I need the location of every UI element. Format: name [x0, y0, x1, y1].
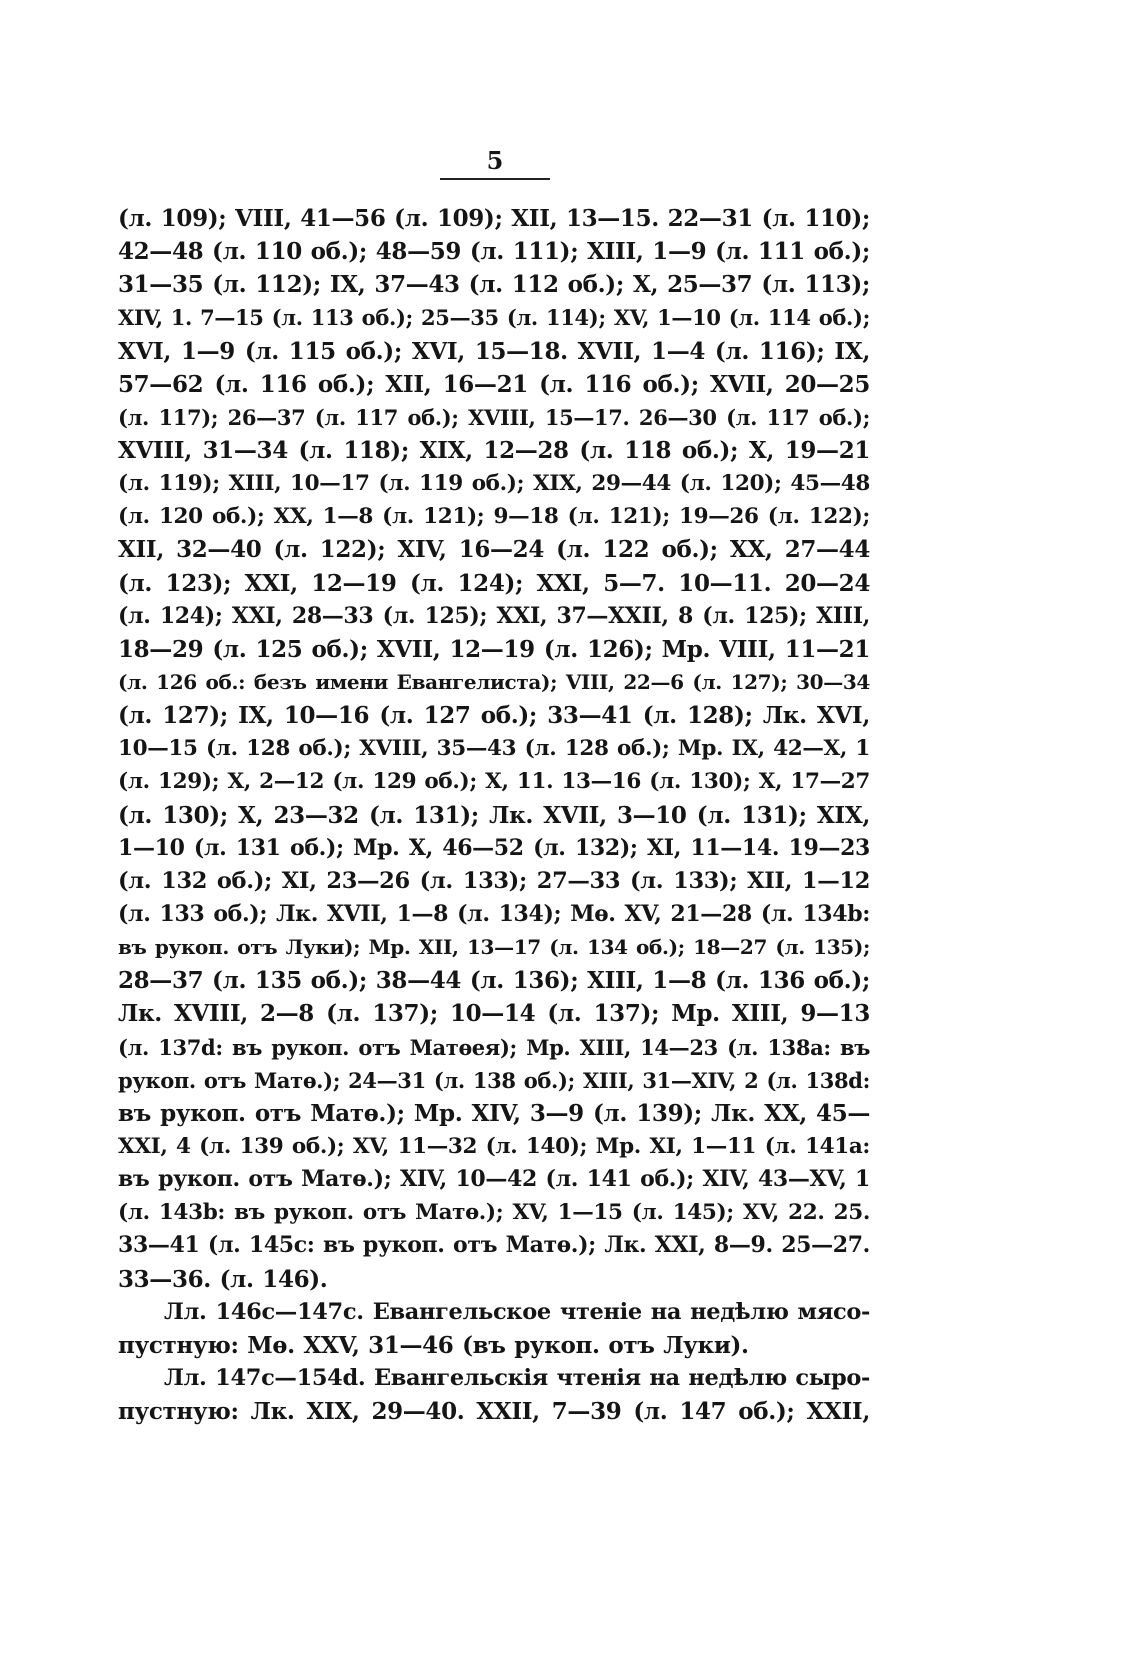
- page-number: 5: [486, 146, 504, 175]
- text-line: (л. 123); XXI, 12—19 (л. 124); XXI, 5—7. 10—11. 20—24: [118, 569, 870, 597]
- text-line: XII, 32—40 (л. 122); XIV, 16—24 (л. 122 об.); XX, 27—44: [118, 536, 870, 564]
- text-line: 10—15 (л. 128 об.); XVIII, 35—43 (л. 128 об.); Мр. IX, 42—X, 1: [118, 736, 870, 762]
- page-number-rule: [440, 178, 550, 180]
- text-line: 18—29 (л. 125 об.); XVII, 12—19 (л. 126); Мр. VIII, 11—21: [118, 635, 870, 663]
- text-line: (л. 130); X, 23—32 (л. 131); Лк. XVII, 3—10 (л. 131); XIX,: [118, 801, 870, 829]
- text-line: въ рукоп. отъ Луки); Мр. XII, 13—17 (л. 134 об.); 18—27 (л. 135);: [118, 935, 870, 960]
- text-line: (л. 127); IX, 10—16 (л. 127 об.); 33—41 (л. 128); Лк. XVI,: [118, 702, 870, 730]
- text-line: 33—41 (л. 145с: въ рукоп. отъ Матѳ.); Лк. XXI, 8—9. 25—27.: [118, 1232, 870, 1259]
- text-line: XVIII, 31—34 (л. 118); XIX, 12—28 (л. 118 об.); X, 19—21: [118, 436, 870, 464]
- text-line: Лк. XVIII, 2—8 (л. 137); 10—14 (л. 137); Мр. XIII, 9—13: [118, 1000, 870, 1028]
- text-line: 33—36. (л. 146).: [118, 1265, 328, 1293]
- text-line: въ рукоп. отъ Матѳ.); XIV, 10—42 (л. 141 об.); XIV, 43—XV, 1: [118, 1166, 870, 1193]
- text-line: 31—35 (л. 112); IX, 37—43 (л. 112 об.); X, 25—37 (л. 113);: [118, 271, 870, 299]
- text-line: пустную: Мѳ. XXV, 31—46 (въ рукоп. отъ Луки).: [118, 1331, 749, 1359]
- text-line: XVI, 1—9 (л. 115 об.); XVI, 15—18. XVII, 1—4 (л. 116); IX,: [118, 337, 870, 365]
- text-line: Лл. 147с—154d. Евангельскія чтенія на недѣлю сыро-: [164, 1364, 870, 1391]
- text-line: рукоп. отъ Матѳ.); 24—31 (л. 138 об.); XIII, 31—XIV, 2 (л. 138d:: [118, 1067, 870, 1093]
- body-text: [118, 202, 870, 1428]
- text-line: въ рукоп. отъ Матѳ.); Мр. XIV, 3—9 (л. 139); Лк. XX, 45—: [118, 1099, 870, 1127]
- text-line: (л. 124); XXI, 28—33 (л. 125); XXI, 37—XXII, 8 (л. 125); XIII,: [118, 602, 870, 629]
- text-line: XXI, 4 (л. 139 об.); XV, 11—32 (л. 140); Мр. XI, 1—11 (л. 141а:: [118, 1133, 870, 1159]
- text-line: (л. 143b: въ рукоп. отъ Матѳ.); XV, 1—15 (л. 145); XV, 22. 25.: [118, 1200, 870, 1226]
- text-line: (л. 119); XIII, 10—17 (л. 119 об.); XIX, 29—44 (л. 120); 45—48: [118, 471, 870, 497]
- text-line: 1—10 (л. 131 об.); Мр. X, 46—52 (л. 132); XI, 11—14. 19—23: [118, 834, 870, 861]
- text-line: Лл. 146с—147с. Евангельское чтеніе на недѣлю мясо-: [164, 1298, 870, 1325]
- text-line: 28—37 (л. 135 об.); 38—44 (л. 136); XIII, 1—8 (л. 136 об.);: [118, 967, 870, 995]
- text-line: XIV, 1. 7—15 (л. 113 об.); 25—35 (л. 114); XV, 1—10 (л. 114 об.);: [118, 305, 870, 331]
- text-line: 57—62 (л. 116 об.); XII, 16—21 (л. 116 об.); XVII, 20—25: [118, 370, 870, 398]
- text-line: (л. 137d: въ рукоп. отъ Матѳея); Мр. XIII, 14—23 (л. 138а: въ: [118, 1034, 870, 1060]
- text-line: (л. 120 об.); XX, 1—8 (л. 121); 9—18 (л. 121); 19—26 (л. 122);: [118, 504, 870, 530]
- text-line: (л. 117); 26—37 (л. 117 об.); XVIII, 15—17. 26—30 (л. 117 об.);: [118, 404, 870, 430]
- text-line: (л. 129); X, 2—12 (л. 129 об.); X, 11. 13—16 (л. 130); X, 17—27: [118, 769, 870, 795]
- text-line: (л. 126 об.: безъ имени Евангелиста); VIII, 22—6 (л. 127); 30—34: [118, 669, 870, 694]
- text-line: пустную: Лк. XIX, 29—40. XXII, 7—39 (л. 147 об.); XXII,: [118, 1398, 870, 1426]
- text-line: (л. 132 об.); XI, 23—26 (л. 133); 27—33 (л. 133); XII, 1—12: [118, 867, 870, 894]
- text-line: (л. 109); VIII, 41—56 (л. 109); XII, 13—15. 22—31 (л. 110);: [118, 205, 870, 232]
- text-line: 42—48 (л. 110 об.); 48—59 (л. 111); XIII, 1—9 (л. 111 об.);: [118, 238, 870, 266]
- text-line: (л. 133 об.); Лк. XVII, 1—8 (л. 134); Мѳ. XV, 21—28 (л. 134b:: [118, 900, 870, 927]
